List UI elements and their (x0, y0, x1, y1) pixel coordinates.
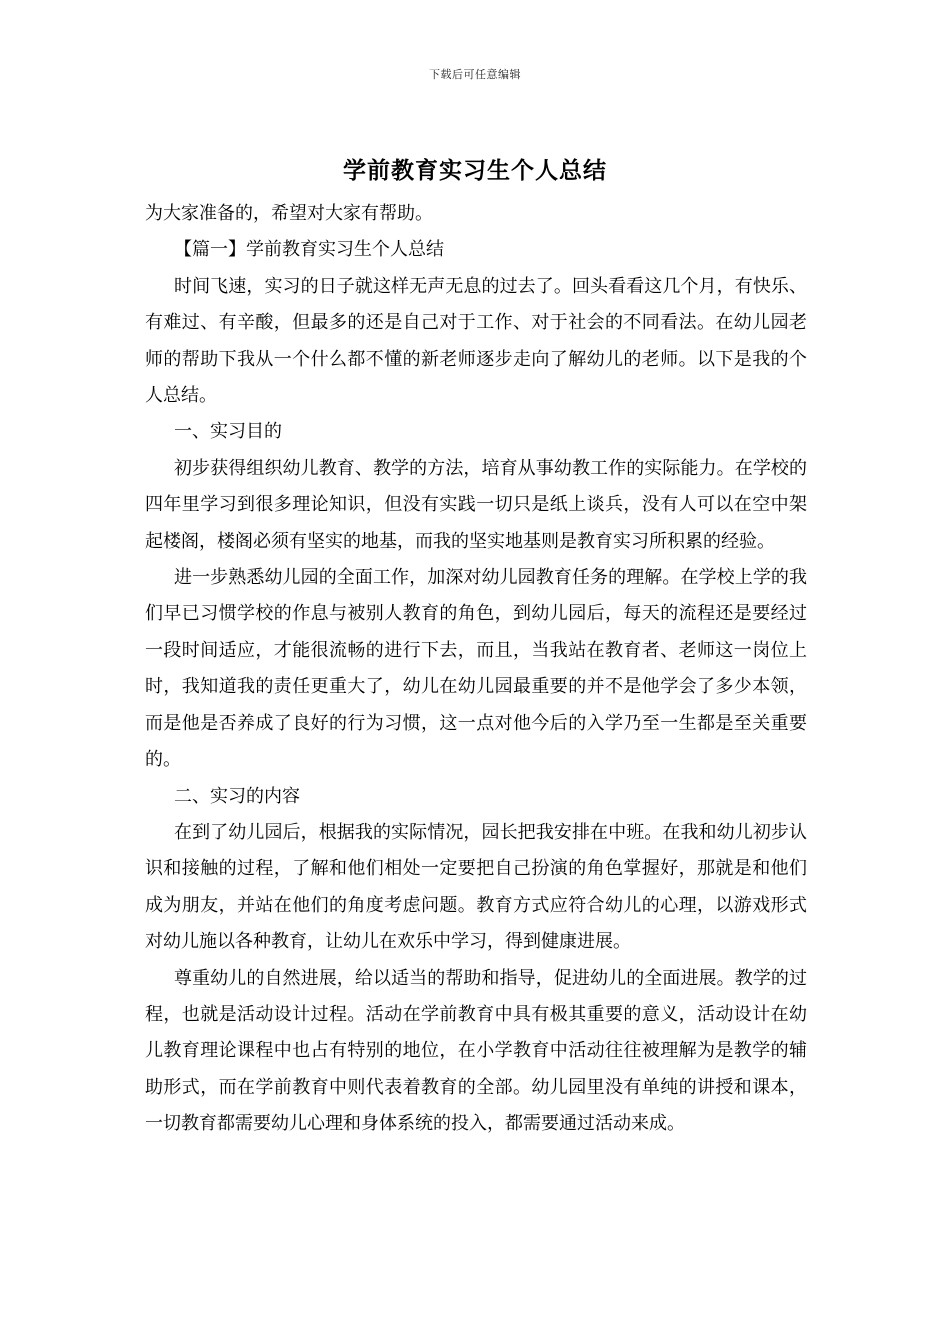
body-paragraph: 时间飞速，实习的日子就这样无声无息的过去了。回头看看这几个月，有快乐、有难过、有辛酸，但最多的还是自己对于工作、对于社会的不同看法。在幼儿园老师的帮助下我从一个什么都不懂的新老师逐步走向了解幼儿的老师。以下是我的个人总结。 (145, 275, 807, 407)
section-heading: 一、实习目的 (174, 421, 282, 443)
body-paragraph: 在到了幼儿园后，根据我的实际情况，园长把我安排在中班。在我和幼儿初步认识和接触的过程，了解和他们相处一定要把自己扮演的角色掌握好，那就是和他们成为朋友，并站在他们的角度考虑问题。教育方式应符合幼儿的心理，以游戏形式对幼儿施以各种教育，让幼儿在欢乐中学习，得到健康进展。 (145, 821, 807, 953)
section-heading-part-one: 【篇一】学前教育实习生个人总结 (174, 239, 444, 261)
body-paragraph: 进一步熟悉幼儿园的全面工作，加深对幼儿园教育任务的理解。在学校上学的我们早已习惯学校的作息与被别人教育的角色，到幼儿园后，每天的流程还是要经过一段时间适应，才能很流畅的进行下去，而且，当我站在教育者、老师这一岗位上时，我知道我的责任更重大了，幼儿在幼儿园最重要的并不是他学会了多少本领，而是他是否养成了良好的行为习惯，这一点对他今后的入学乃至一生都是至关重要的。 (145, 567, 807, 771)
document-body (145, 196, 807, 1143)
section-heading: 二、实习的内容 (174, 785, 300, 807)
body-paragraph: 初步获得组织幼儿教育、教学的方法，培育从事幼教工作的实际能力。在学校的四年里学习到很多理论知识，但没有实践一切只是纸上谈兵，没有人可以在空中架起楼阁，楼阁必须有坚实的地基，而我的坚实地基则是教育实习所积累的经验。 (145, 457, 807, 552)
body-paragraph: 尊重幼儿的自然进展，给以适当的帮助和指导，促进幼儿的全面进展。教学的过程，也就是活动设计过程。活动在学前教育中具有极其重要的意义，活动设计在幼儿教育理论课程中也占有特别的地位，在小学教育中活动往往被理解为是教学的辅助形式，而在学前教育中则代表着教育的全部。幼儿园里没有单纯的讲授和课本，一切教育都需要幼儿心理和身体系统的投入，都需要通过活动来成。 (145, 967, 807, 1135)
page-header-note: 下载后可任意编辑 (429, 68, 521, 81)
document-title: 学前教育实习生个人总结 (343, 157, 607, 184)
intro-paragraph: 为大家准备的，希望对大家有帮助。 (145, 203, 433, 224)
